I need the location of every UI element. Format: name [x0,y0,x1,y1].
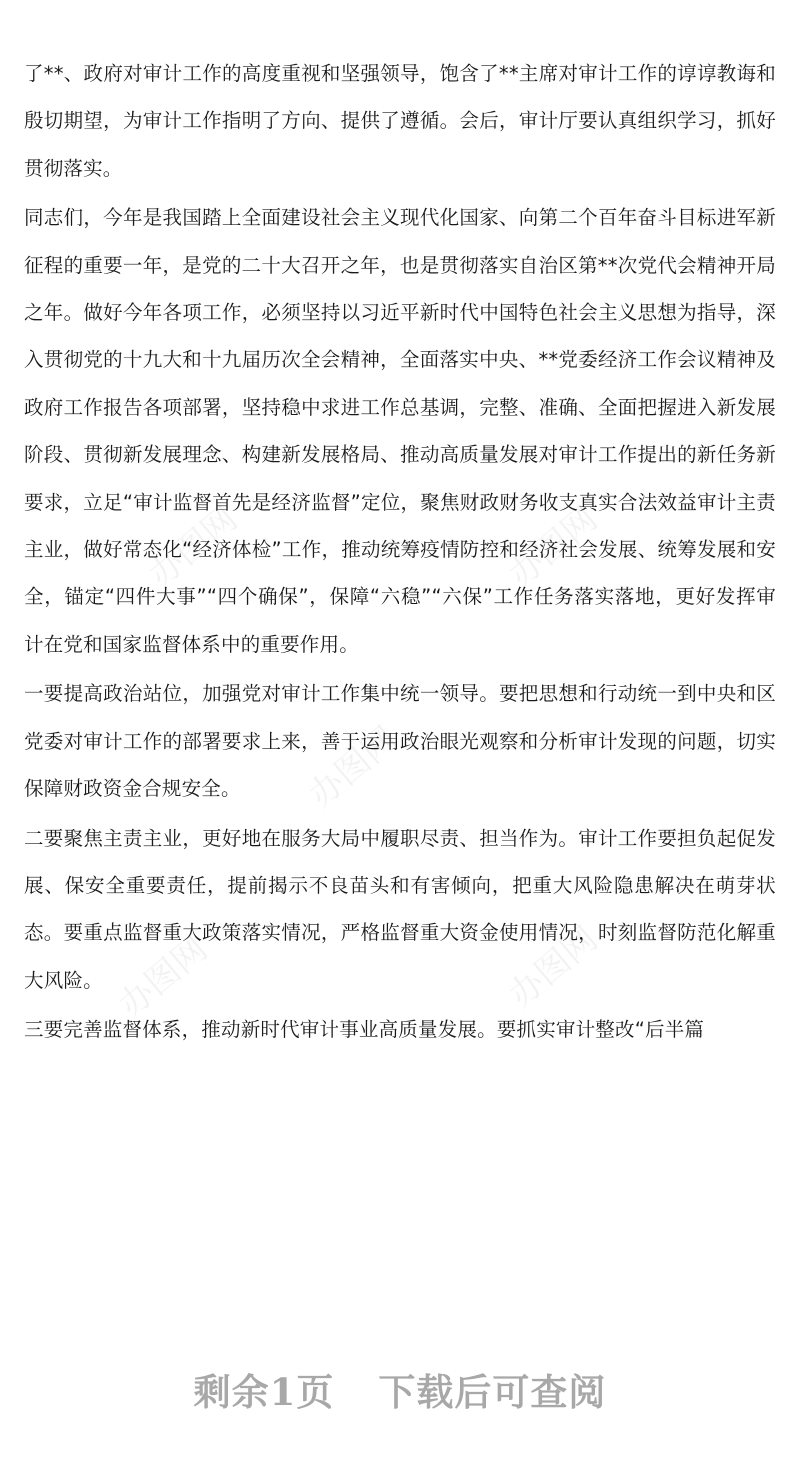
document-body [24,50,776,1056]
download-to-view-text: 下载后可查阅 [378,1370,607,1414]
paragraph: 三要完善监督体系，推动新时代审计事业高质量发展。要抓实审计整改“后半篇 [24,1018,705,1042]
watermark-stamp: 办图网 [301,719,406,816]
watermark-stamp: 办图网 [501,499,606,596]
watermark-stamp: 办图网 [141,499,246,596]
paragraph: 一要提高政治站位，加强党对审计工作集中统一领导。要把思想和行动统一到中央和区党委对审计工作的部署要求上来，善于运用政治眼光观察和分析审计发现的问题，切实保障财政资金合规安全。 [24,682,776,801]
watermark-stamp: 办图网 [501,919,606,1016]
paragraph: 同志们，今年是我国踏上全面建设社会主义现代化国家、向第二个百年奋斗目标进军新征程的重要一年，是党的二十大召开之年，也是贯彻落实自治区第**次党代会精神开局之年。做好今年各项工作，必须坚持以习近平新时代中国特色社会主义思想为指导，深入贯彻党的十九大和十九届历次全会精神，全面落实中央、**党委经济工作会议精神及政府工作报告各项部署，坚持稳中求进工作总基调，完整、准确、全面把握进入新发展阶段、贯彻新发展理念、构建新发展格局、推动高质量发展对审计工作提出的新任务新要求，立足“审计监督首先是经济监督”定位，聚焦财政财务收支真实合法效益审计主责主业，做好常态化“经济体检”工作，推动统筹疫情防控和经济社会发展、统筹发展和安全，锚定“四件大事”“四个确保”，保障“六稳”“六保”工作任务落实落地，更好发挥审计在党和国家监督体系中的重要作用。 [24,206,776,656]
watermark-stamp: 办图网 [111,929,216,1026]
remaining-pages-text: 剩余1页 [193,1370,335,1414]
download-prompt[interactable] [0,1362,800,1416]
paragraph: 了**、政府对审计工作的高度重视和坚强领导，饱含了**主席对审计工作的谆谆教诲和殷切期望，为审计工作指明了方向、提供了遵循。会后，审计厅要认真组织学习，抓好贯彻落实。 [24,62,776,180]
paragraph: 二要聚焦主责主业，更好地在服务大局中履职尽责、担当作为。审计工作要担负起促发展、保安全重要责任，提前揭示不良苗头和有害倾向，把重大风险隐患解决在萌芽状态。要重点监督重大政策落实情况，严格监督重大资金使用情况，时刻监督防范化解重大风险。 [24,826,776,992]
